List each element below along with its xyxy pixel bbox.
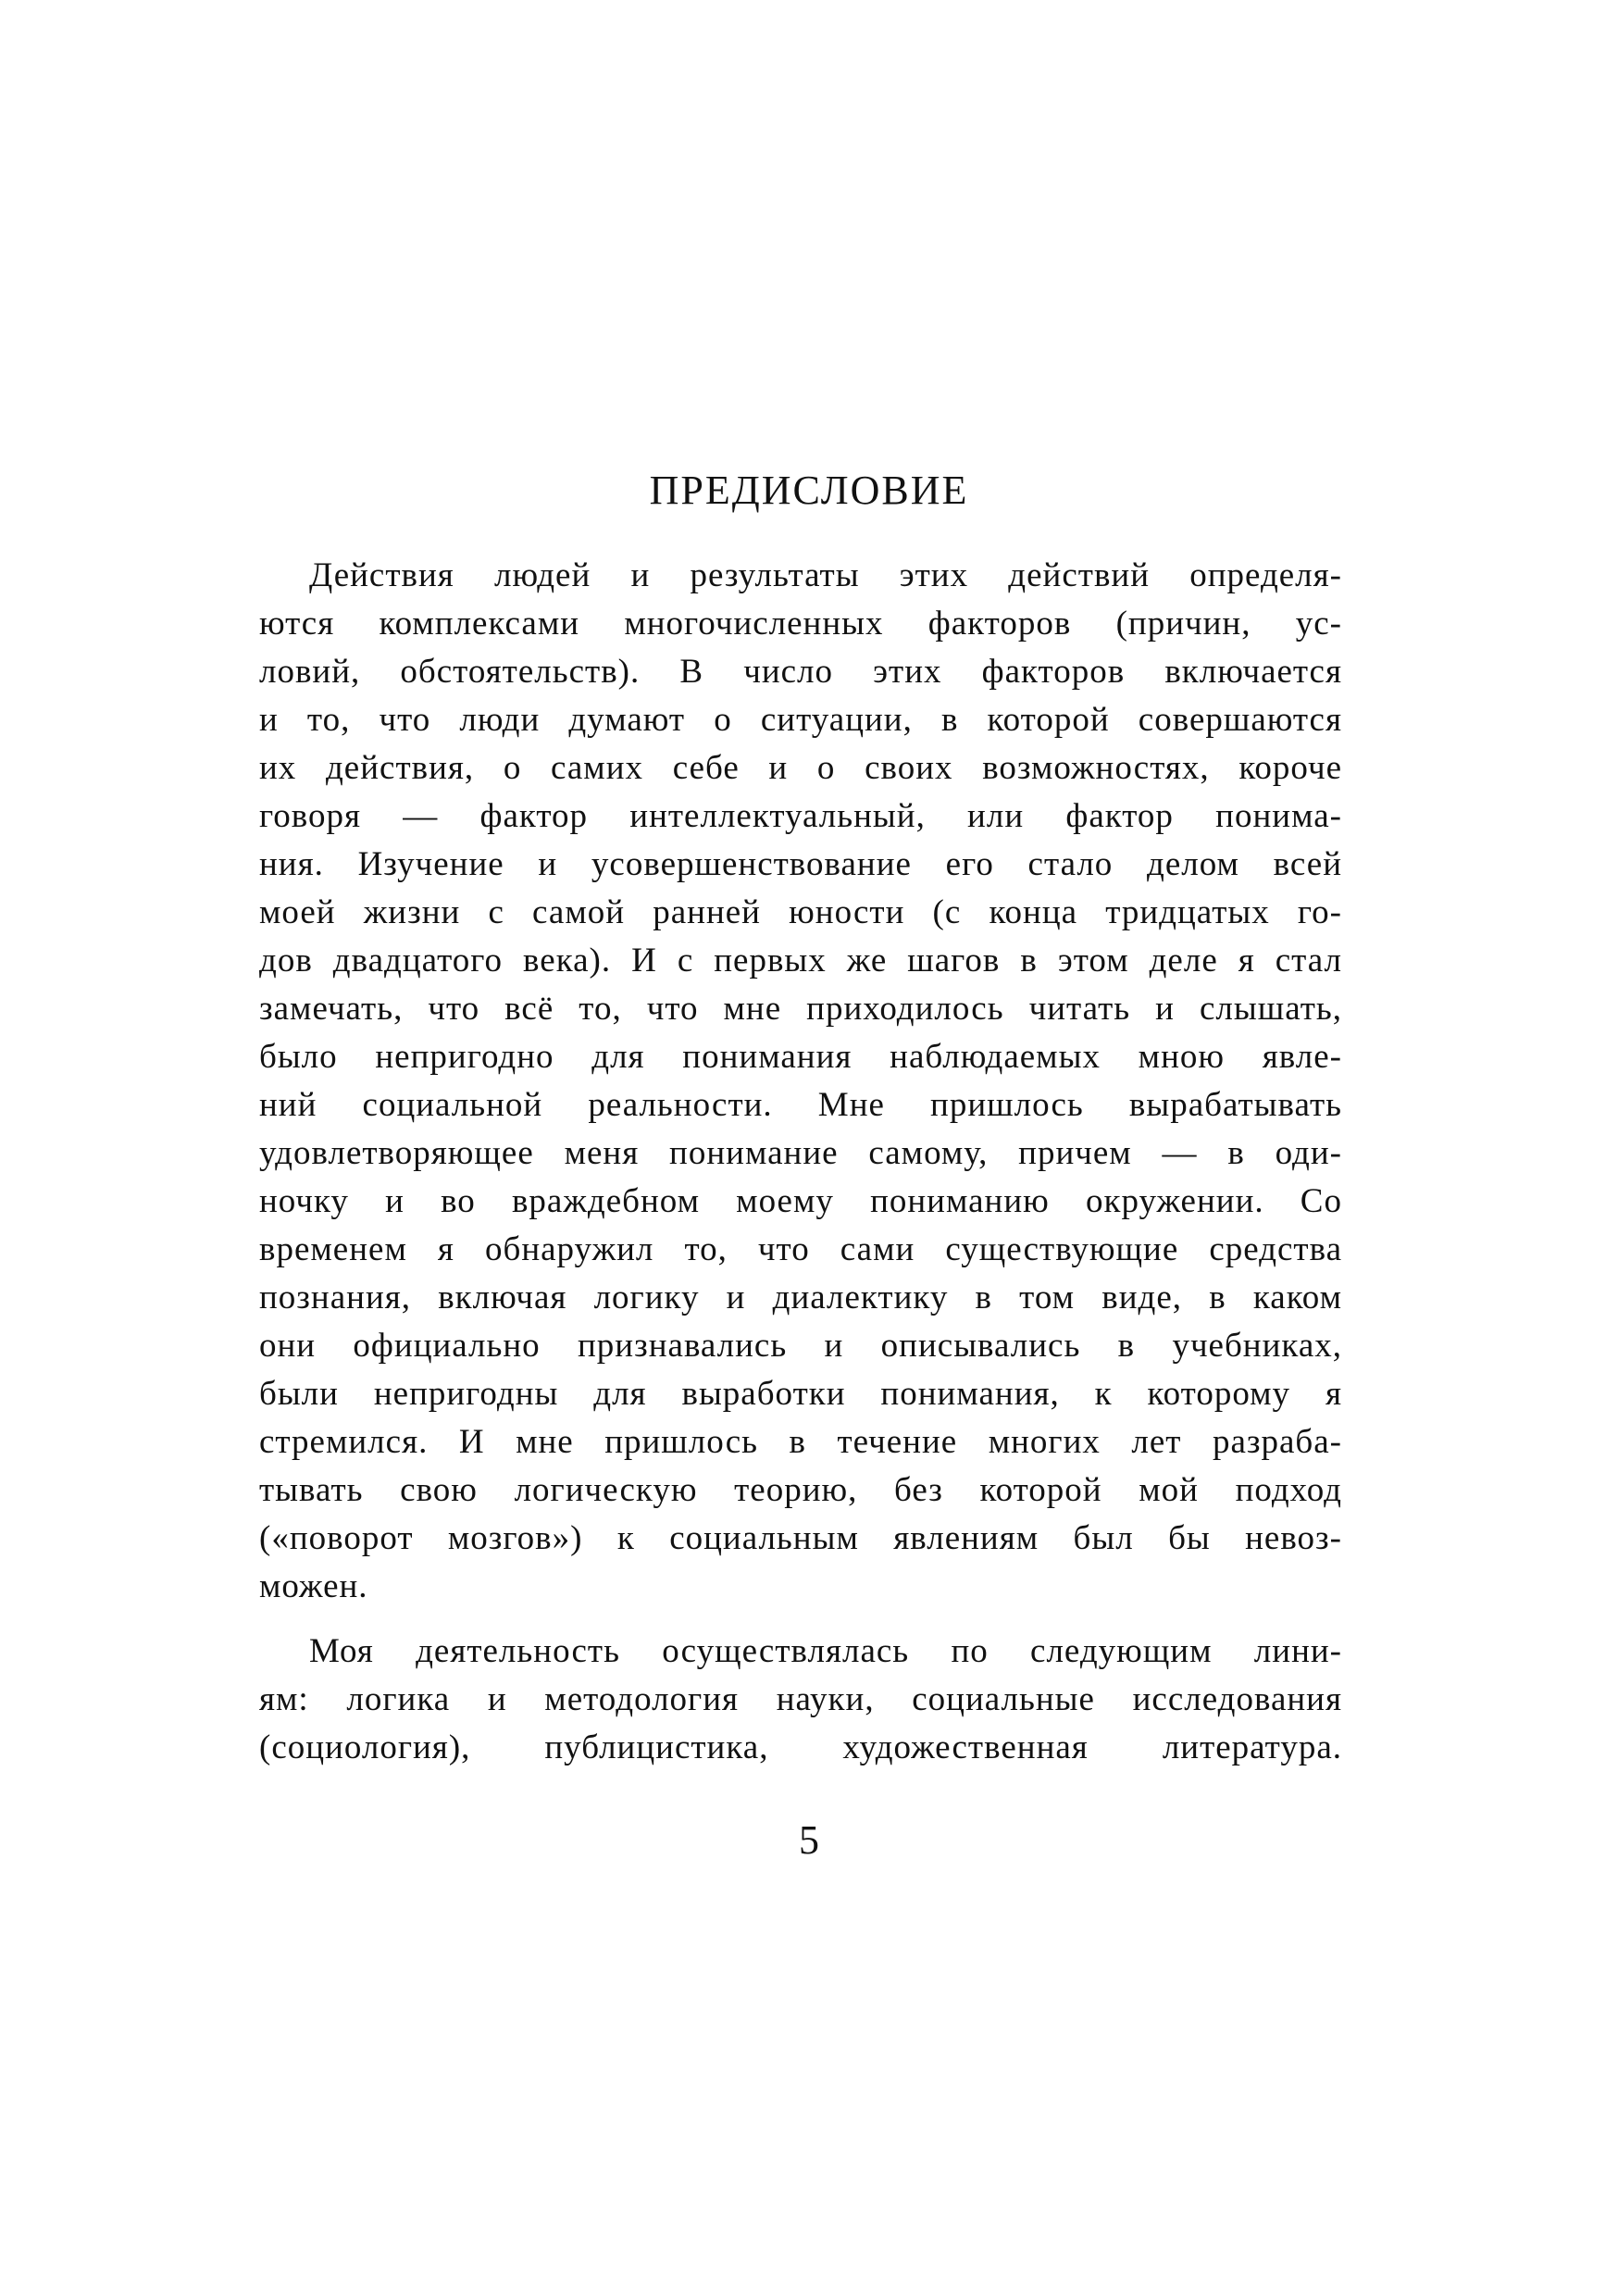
text-line: (социология), публицистика, художественная литература. <box>259 1728 1342 1766</box>
text-line: Моя деятельность осуществлялась по следующим лини- <box>309 1632 1342 1670</box>
body-text <box>259 552 1342 1772</box>
text-line: моей жизни с самой ранней юности (с конца тридцатых го- <box>259 893 1342 931</box>
text-line: тывать свою логическую теорию, без которой мой подход <box>259 1471 1342 1509</box>
text-line: ются комплексами многочисленных факторов (причин, ус- <box>259 605 1342 643</box>
text-line: удовлетворяющее меня понимание самому, причем — в оди- <box>259 1134 1342 1172</box>
text-line: («поворот мозгов») к социальным явлениям был бы невоз- <box>259 1519 1342 1557</box>
text-line: ния. Изучение и усовершенствование его стало делом всей <box>259 845 1342 883</box>
text-line: ям: логика и методология науки, социальные исследования <box>259 1680 1342 1718</box>
text-line: стремился. И мне пришлось в течение многих лет разраба- <box>259 1423 1342 1461</box>
text-line: замечать, что всё то, что мне приходилось читать и слышать, <box>259 990 1342 1028</box>
text-line: и то, что люди думают о ситуации, в которой совершаются <box>259 701 1342 739</box>
text-line: дов двадцатого века). И с первых же шагов в этом деле я стал <box>259 942 1342 980</box>
paragraph <box>259 552 1342 1611</box>
text-line: познания, включая логику и диалектику в том виде, в каком <box>259 1279 1342 1316</box>
text-line: ночку и во враждебном моему пониманию окружении. Со <box>259 1182 1342 1220</box>
text-line: временем я обнаружил то, что сами существующие средства <box>259 1230 1342 1268</box>
text-line: ловий, обстоятельств). В число этих факторов включается <box>259 653 1342 691</box>
text-line: они официально признавались и описывались в учебниках, <box>259 1327 1342 1365</box>
text-line: Действия людей и результаты этих действий определя- <box>309 556 1342 594</box>
paragraph <box>259 1628 1342 1772</box>
paragraph-gap <box>259 1611 1342 1628</box>
text-line: говоря — фактор интеллектуальный, или фактор понима- <box>259 797 1342 835</box>
text-line: ний социальной реальности. Мне пришлось вырабатывать <box>259 1086 1342 1124</box>
text-line: их действия, о самих себе и о своих возможностях, короче <box>259 749 1342 787</box>
page-title: ПРЕДИСЛОВИЕ <box>649 468 969 513</box>
page-number: 5 <box>799 1817 819 1863</box>
text-line: можен. <box>259 1567 368 1605</box>
text-line: были непригодны для выработки понимания, к которому я <box>259 1375 1342 1413</box>
text-line: было непригодно для понимания наблюдаемых мною явле- <box>259 1038 1342 1076</box>
